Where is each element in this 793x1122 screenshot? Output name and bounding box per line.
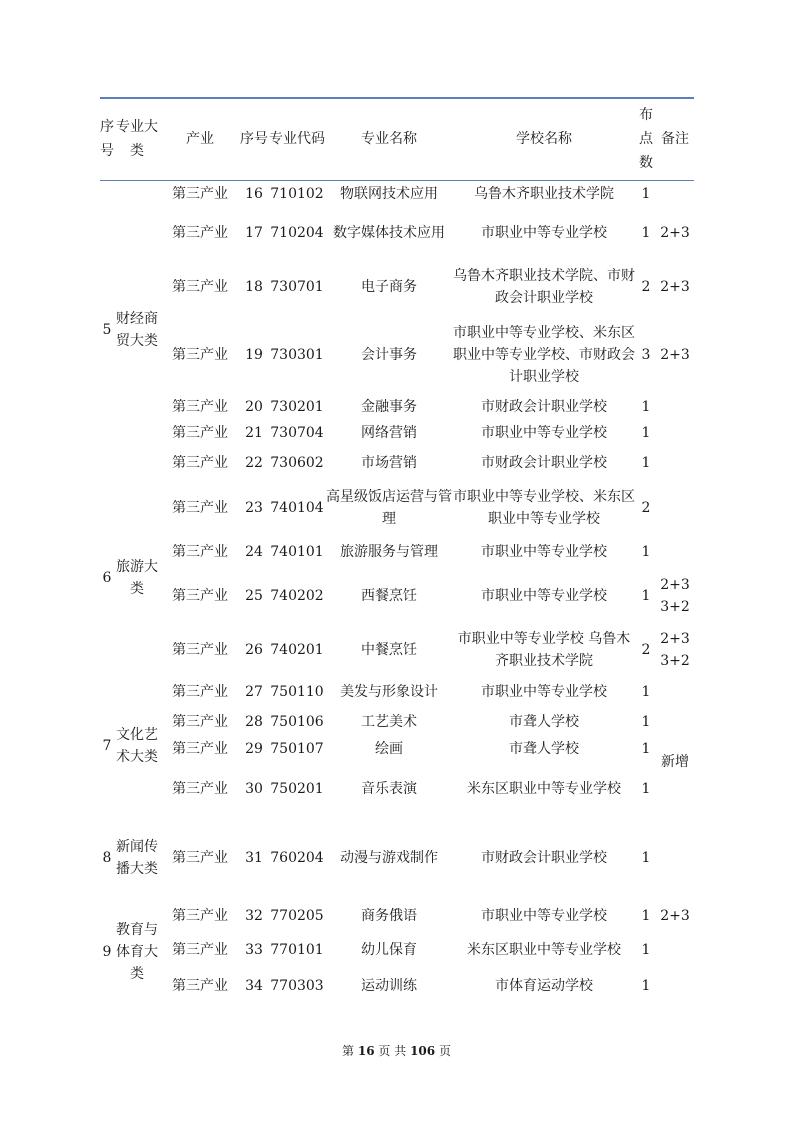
cell-industry: 第三产业	[172, 455, 228, 471]
cell-industry: 第三产业	[172, 850, 228, 866]
cell-seq: 25	[245, 588, 263, 604]
cell-industry: 第三产业	[172, 781, 228, 797]
cell-note: 2+3	[660, 908, 690, 924]
cell-major: 电子商务	[361, 279, 417, 295]
cell-school: 市职业中等专业学校、米东区职业中等专业学校	[453, 489, 635, 527]
cell-seq: 19	[245, 347, 263, 363]
cell-major: 幼儿保育	[361, 942, 417, 958]
group-category: 教育与体育大类	[116, 922, 158, 982]
table-row	[100, 446, 694, 480]
cell-note: 2+3	[660, 279, 690, 295]
cell-industry: 第三产业	[172, 908, 228, 924]
group-idx: 8	[102, 850, 112, 866]
cell-code: 760204	[270, 850, 324, 866]
table-row	[100, 420, 694, 446]
cell-note: 2+3 3+2	[660, 577, 690, 615]
cell-code: 740104	[270, 500, 324, 516]
cell-note: 2+3 3+2	[660, 631, 690, 669]
cell-seq: 24	[245, 544, 263, 560]
cell-seq: 22	[245, 455, 263, 471]
cell-major: 物联网技术应用	[340, 186, 438, 203]
cell-note	[656, 816, 694, 900]
group-category: 财经商贸大类	[116, 311, 158, 350]
cell-code: 750106	[270, 714, 324, 730]
table-row	[100, 968, 694, 1004]
group-idx: 6	[102, 570, 112, 586]
cell-note	[656, 536, 694, 568]
cell-school: 市财政会计职业学校	[481, 850, 607, 866]
group-idx: 7	[102, 738, 112, 754]
cell-major: 商务俄语	[361, 908, 417, 924]
group-category: 文化艺术大类	[116, 727, 158, 765]
header-industry: 产业	[186, 131, 214, 148]
cell-school: 市职业中等专业学校	[481, 588, 607, 604]
table-row	[100, 568, 694, 624]
cell-count: 1	[641, 186, 651, 203]
cell-industry: 第三产业	[172, 942, 228, 958]
cell-major: 网络营销	[361, 425, 417, 441]
cell-code: 730201	[270, 399, 324, 415]
cell-count: 1	[641, 588, 651, 604]
footer-suffix: 页	[438, 1044, 451, 1058]
cell-major: 金融事务	[361, 399, 417, 415]
table-row	[100, 762, 694, 816]
table-header-row	[100, 98, 694, 180]
cell-count: 1	[641, 225, 651, 241]
cell-count: 2	[641, 500, 651, 516]
cell-count: 1	[641, 684, 651, 700]
cell-school: 市财政会计职业学校	[481, 399, 607, 415]
header-count: 布点数	[639, 107, 653, 172]
cell-major: 高星级饭店运营与管理	[326, 489, 452, 527]
group-category: 新闻传播大类	[116, 839, 158, 877]
cell-major: 数字媒体技术应用	[333, 225, 445, 241]
cell-seq: 29	[245, 741, 263, 757]
header-category: 专业大类	[116, 119, 158, 160]
cell-count: 1	[641, 781, 651, 797]
cell-code: 710102	[270, 186, 324, 203]
page-footer	[0, 1042, 793, 1059]
cell-industry: 第三产业	[172, 225, 228, 241]
cell-school: 市体育运动学校	[495, 978, 593, 994]
cell-major: 绘画	[375, 741, 403, 757]
header-code: 专业代码	[269, 131, 325, 148]
cell-count: 1	[641, 544, 651, 560]
cell-note	[656, 446, 694, 480]
cell-note	[656, 932, 694, 968]
cell-seq: 31	[245, 850, 263, 866]
cell-major: 运动训练	[361, 978, 417, 994]
cell-code: 730602	[270, 455, 324, 471]
cell-industry: 第三产业	[172, 186, 228, 203]
cell-code: 710204	[270, 225, 324, 241]
footer-prefix: 第	[342, 1044, 355, 1058]
cell-major: 音乐表演	[361, 781, 417, 797]
cell-note	[656, 676, 694, 708]
cell-count: 3	[641, 347, 651, 363]
cell-seq: 34	[245, 978, 263, 994]
cell-major: 美发与形象设计	[340, 684, 438, 700]
cell-count: 1	[641, 425, 651, 441]
cell-seq: 27	[245, 684, 263, 700]
cell-industry: 第三产业	[172, 684, 228, 700]
cell-seq: 28	[245, 714, 263, 730]
cell-industry: 第三产业	[172, 425, 228, 441]
cell-seq: 21	[245, 425, 263, 441]
cell-major: 动漫与游戏制作	[340, 850, 438, 866]
cell-code: 730704	[270, 425, 324, 441]
cell-school: 市聋人学校	[509, 714, 579, 730]
cell-code: 740101	[270, 544, 324, 560]
cell-note: 2+3	[660, 347, 690, 363]
cell-seq: 17	[245, 225, 263, 241]
header-idx: 序号	[100, 119, 114, 160]
header-major: 专业名称	[361, 131, 417, 148]
cell-school: 市聋人学校	[509, 741, 579, 757]
cell-code: 770303	[270, 978, 324, 994]
cell-count: 1	[641, 850, 651, 866]
group-idx: 9	[102, 944, 112, 960]
cell-industry: 第三产业	[172, 642, 228, 658]
cell-school: 市职业中等专业学校	[481, 908, 607, 924]
table-row	[100, 208, 694, 258]
cell-seq: 23	[245, 500, 263, 516]
table-row	[100, 708, 694, 736]
cell-seq: 26	[245, 642, 263, 658]
cell-count: 1	[641, 942, 651, 958]
footer-middle: 页 共	[378, 1044, 407, 1058]
cell-code: 740201	[270, 642, 324, 658]
cell-note	[656, 420, 694, 446]
table-row	[100, 536, 694, 568]
cell-count: 1	[641, 455, 651, 471]
cell-school: 市职业中等专业学校 乌鲁木齐职业技术学院	[457, 631, 631, 669]
cell-industry: 第三产业	[172, 978, 228, 994]
cell-school: 市职业中等专业学校、米东区职业中等专业学校、市财政会计职业学校	[453, 325, 635, 385]
cell-school: 米东区职业中等专业学校	[467, 942, 621, 958]
table-row	[100, 932, 694, 968]
cell-industry: 第三产业	[172, 714, 228, 730]
majors-table	[100, 97, 694, 1004]
table-row	[100, 480, 694, 536]
cell-school: 米东区职业中等专业学校	[467, 781, 621, 797]
cell-count: 2	[641, 279, 651, 295]
cell-note	[656, 480, 694, 536]
cell-seq: 20	[245, 399, 263, 415]
cell-school: 市职业中等专业学校	[481, 544, 607, 560]
table-row	[100, 316, 694, 394]
cell-code: 770205	[270, 908, 324, 924]
cell-seq: 30	[245, 781, 263, 797]
header-seq: 序号	[240, 131, 268, 148]
header-school: 学校名称	[516, 131, 572, 148]
cell-note	[656, 394, 694, 420]
cell-note	[656, 180, 694, 208]
cell-seq: 33	[245, 942, 263, 958]
table-row	[100, 900, 694, 932]
cell-count: 1	[641, 978, 651, 994]
cell-note: 2+3	[660, 225, 690, 241]
cell-school: 市职业中等专业学校	[481, 425, 607, 441]
cell-count: 1	[641, 741, 651, 757]
cell-industry: 第三产业	[172, 399, 228, 415]
cell-code: 750107	[270, 741, 324, 757]
cell-industry: 第三产业	[172, 500, 228, 516]
cell-seq: 18	[245, 279, 263, 295]
footer-page-number: 16	[357, 1044, 375, 1058]
cell-industry: 第三产业	[172, 279, 228, 295]
header-note: 备注	[661, 131, 689, 148]
cell-seq: 16	[245, 186, 263, 203]
cell-code: 740202	[270, 588, 324, 604]
cell-count: 2	[641, 642, 651, 658]
table-row	[100, 816, 694, 900]
group-idx: 5	[102, 322, 112, 339]
cell-code: 750110	[270, 684, 324, 700]
cell-code: 730701	[270, 279, 324, 295]
cell-count: 1	[641, 908, 651, 924]
cell-count: 1	[641, 399, 651, 415]
cell-major: 西餐烹饪	[361, 588, 417, 604]
cell-note	[656, 968, 694, 1004]
cell-major: 旅游服务与管理	[340, 544, 438, 560]
cell-school: 市职业中等专业学校	[481, 225, 607, 241]
table-row	[100, 394, 694, 420]
cell-code: 730301	[270, 347, 324, 363]
cell-industry: 第三产业	[172, 347, 228, 363]
cell-school: 乌鲁木齐职业技术学院	[474, 186, 614, 203]
group-category: 旅游大类	[116, 559, 158, 597]
cell-major: 工艺美术	[361, 714, 417, 730]
cell-school: 市职业中等专业学校	[481, 684, 607, 700]
cell-seq: 32	[245, 908, 263, 924]
cell-major: 会计事务	[361, 347, 417, 363]
table-row	[100, 180, 694, 208]
cell-count: 1	[641, 714, 651, 730]
cell-industry: 第三产业	[172, 588, 228, 604]
cell-industry: 第三产业	[172, 544, 228, 560]
cell-major: 市场营销	[361, 455, 417, 471]
cell-school: 乌鲁木齐职业技术学院、市财政会计职业学校	[453, 268, 635, 306]
footer-total-pages: 106	[410, 1044, 436, 1058]
cell-major: 中餐烹饪	[361, 642, 417, 658]
cell-note: 新增	[661, 754, 689, 770]
table-row	[100, 676, 694, 708]
table-row	[100, 736, 694, 762]
cell-code: 770101	[270, 942, 324, 958]
table-row	[100, 258, 694, 316]
table-row	[100, 624, 694, 676]
cell-code: 750201	[270, 781, 324, 797]
cell-school: 市财政会计职业学校	[481, 455, 607, 471]
cell-industry: 第三产业	[172, 741, 228, 757]
